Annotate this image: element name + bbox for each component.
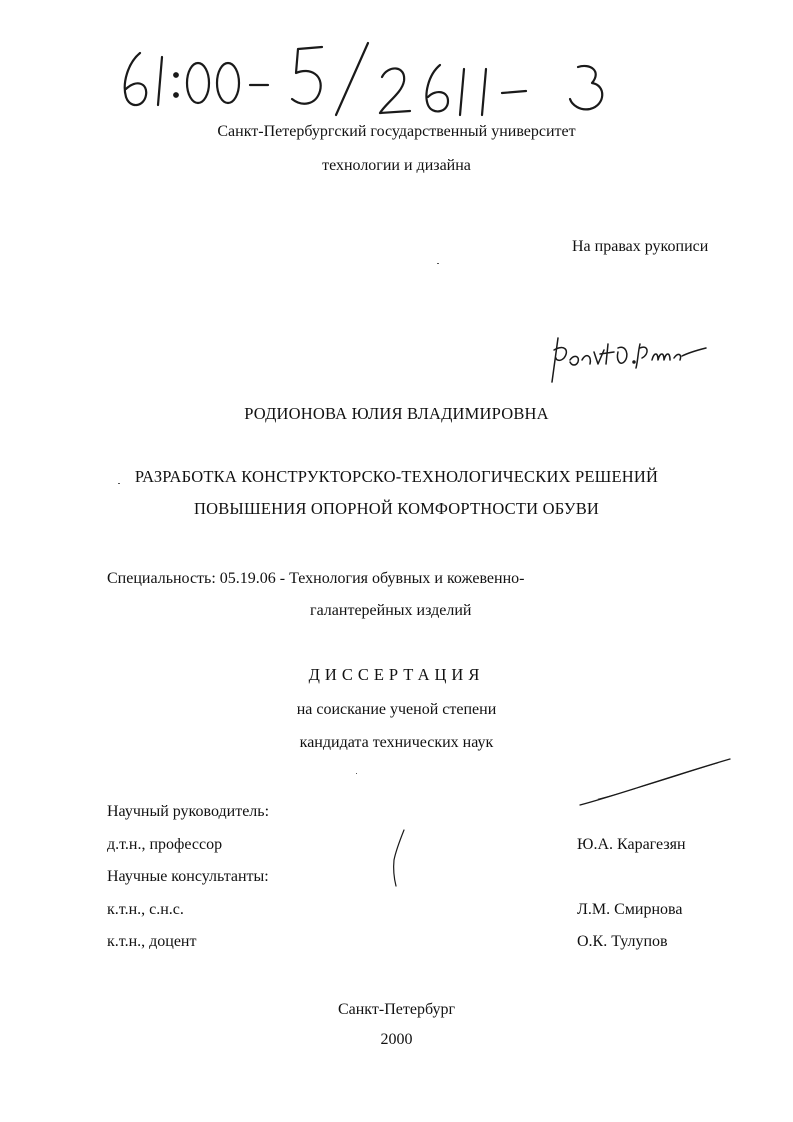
consultants-label: Научные консультанты: [107, 868, 269, 885]
supervisor-title: д.т.н., профессор [107, 836, 223, 853]
title-line-1: РАЗРАБОТКА КОНСТРУКТОРСКО-ТЕХНОЛОГИЧЕСКИХ РЕШЕНИЙ [134, 467, 659, 486]
pen-stroke-signature [578, 755, 738, 810]
university-line-1: Санкт-Петербургский государственный университет [217, 123, 576, 140]
supervisor-name: Ю.А. Карагезян [577, 836, 686, 853]
scan-speck [437, 263, 439, 264]
author-signature [540, 330, 710, 390]
author-name: РОДИОНОВА ЮЛИЯ ВЛАДИМИРОВНА [244, 404, 549, 423]
title-line-2: ПОВЫШЕНИЯ ОПОРНОЙ КОМФОРТНОСТИ ОБУВИ [193, 499, 600, 518]
dissertation-heading: ДИССЕРТАЦИЯ [308, 665, 485, 684]
degree-line-1: на соискание ученой степени [296, 701, 497, 718]
consultant-1-title: к.т.н., с.н.с. [107, 901, 184, 918]
handwritten-archive-code [110, 35, 650, 125]
speciality-line-1: Специальность: 05.19.06 - Технология обувных и кожевенно- [107, 570, 525, 587]
consultant-2-title: к.т.н., доцент [107, 933, 197, 950]
pen-mark [390, 826, 410, 888]
degree-line-2: кандидата технических наук [299, 734, 494, 751]
scan-speck [356, 773, 357, 774]
city: Санкт-Петербург [337, 1001, 456, 1018]
supervisor-label: Научный руководитель: [107, 803, 270, 820]
speciality-line-2: галантерейных изделий [310, 602, 472, 619]
university-line-2: технологии и дизайна [322, 157, 471, 174]
consultant-1-name: Л.М. Смирнова [577, 901, 683, 918]
consultant-2-name: О.К. Тулупов [577, 933, 668, 950]
year: 2000 [380, 1031, 413, 1048]
scan-speck [118, 483, 120, 484]
rights-note: На правах рукописи [572, 238, 709, 255]
